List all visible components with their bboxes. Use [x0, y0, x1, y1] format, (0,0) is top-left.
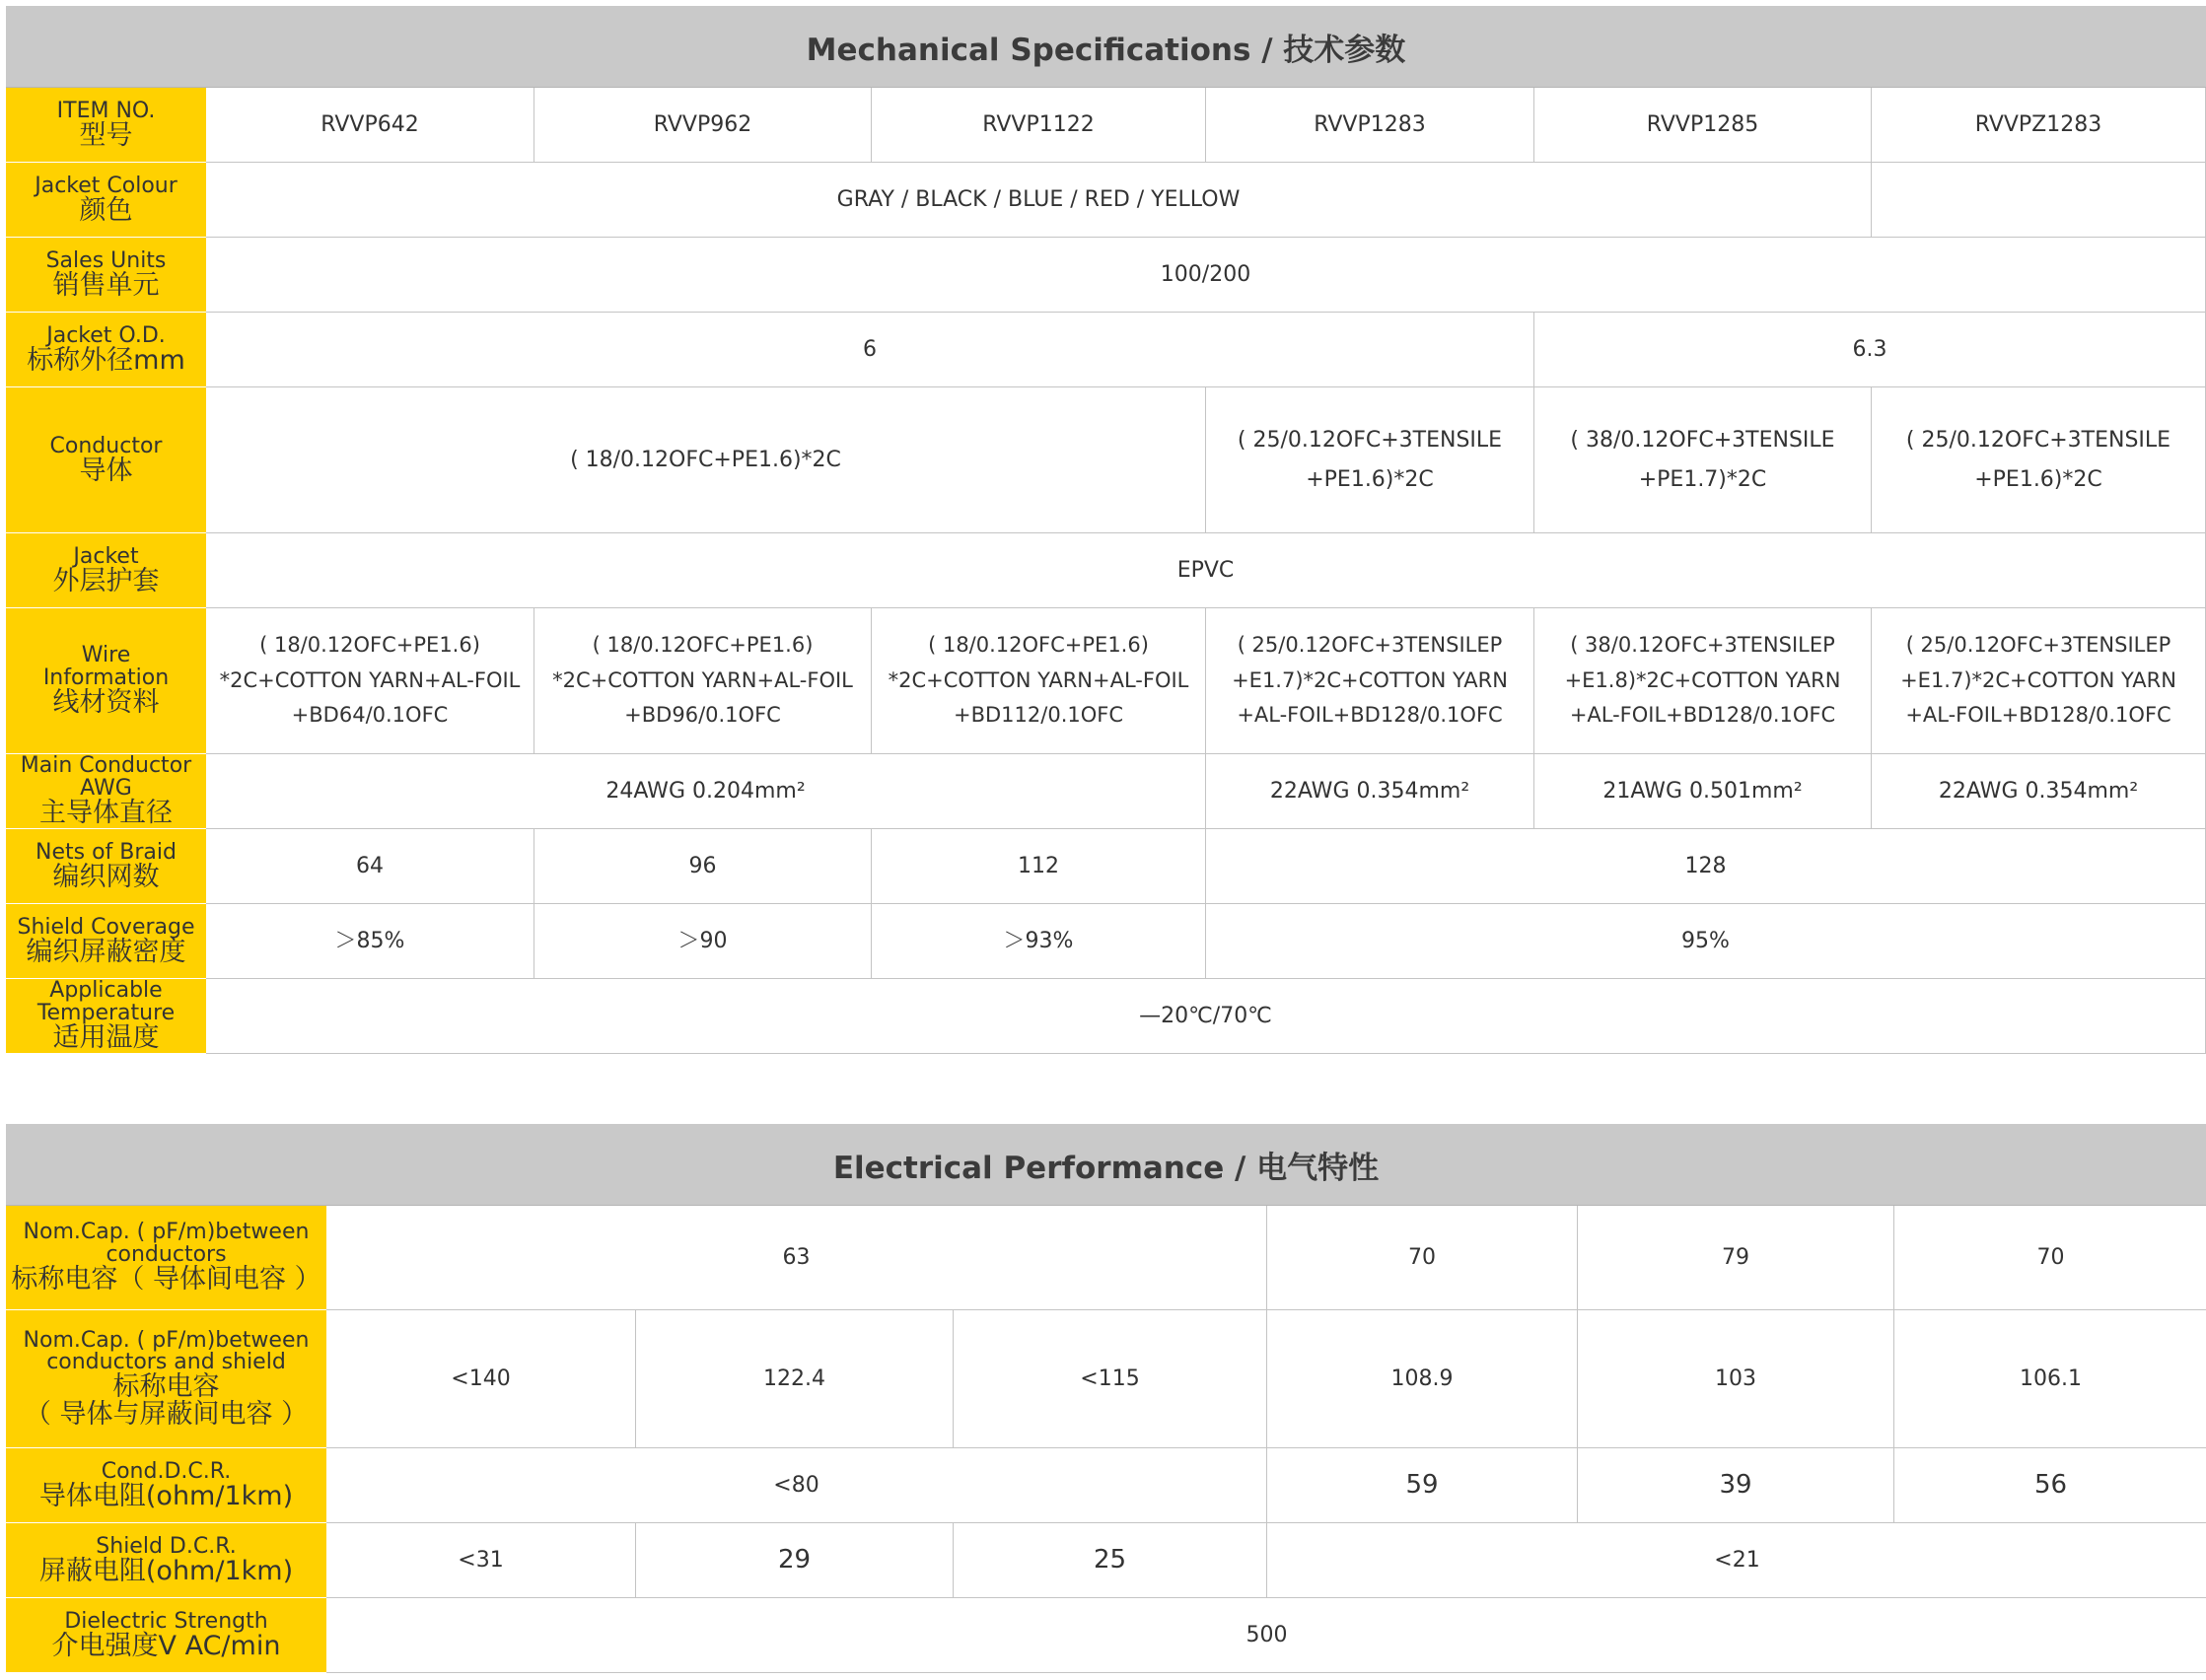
label-en: Nom.Cap. ( pF/m)between — [23, 1327, 310, 1353]
wire-info-line: *2C+COTTON YARN+AL-FOIL — [888, 667, 1189, 692]
label-en: Conductor — [49, 433, 163, 458]
model-cell: RVVPZ1283 — [1872, 88, 2206, 163]
label-en: Jacket O.D. — [46, 322, 166, 348]
wire-info-line: +AL-FOIL+BD128/0.1OFC — [1237, 703, 1503, 728]
shield-coverage-value: ＞93% — [872, 904, 1206, 979]
shield-coverage-value: 95% — [1206, 904, 2206, 979]
label-en: Nets of Braid — [36, 839, 177, 865]
shield-coverage-value: ＞85% — [206, 904, 534, 979]
empty-cell — [1872, 163, 2206, 238]
label-en: Shield D.C.R. — [96, 1533, 237, 1559]
jacket-od-value: 6.3 — [1534, 313, 2206, 387]
shield-coverage-value: ＞90 — [534, 904, 872, 979]
label-cn: 标称外径mm — [27, 344, 185, 376]
conductor-line: ( 25/0.12OFC+3TENSILE — [1905, 427, 2171, 453]
wire-info-line: +BD96/0.1OFC — [624, 703, 781, 728]
label-cn: 标称电容（ 导体间电容 ） — [11, 1264, 321, 1295]
row-label-jacket-od — [6, 313, 206, 387]
electrical-performance-title: Electrical Performance / 电气特性 — [6, 1124, 2206, 1206]
wire-info-value — [534, 608, 872, 754]
model-cell: RVVP962 — [534, 88, 872, 163]
awg-value: 24AWG 0.204mm² — [206, 754, 1206, 829]
shield-dcr-value: <21 — [1267, 1523, 2206, 1598]
conductor-line: ( 38/0.12OFC+3TENSILE — [1570, 427, 1835, 453]
conductor-value: ( 18/0.12OFC+PE1.6)*2C — [206, 387, 1206, 533]
label-cn: 介电强度V AC/min — [51, 1630, 281, 1661]
label-cn: 销售单元 — [52, 269, 160, 301]
cond-dcr-value: <80 — [326, 1448, 1267, 1523]
mechanical-specifications-table — [6, 88, 2206, 1054]
sales-units-value: 100/200 — [206, 238, 2206, 313]
label-cn: 导体电阻(ohm/1km) — [38, 1480, 294, 1511]
label-cn: 适用温度 — [52, 1022, 160, 1054]
cap-conductors-value: 63 — [326, 1206, 1267, 1310]
row-label-cap-conductors-and-shield — [6, 1310, 326, 1448]
jacket-value: EPVC — [206, 533, 2206, 608]
label-cn: 导体 — [79, 455, 133, 486]
label-cn: 标称电容 — [112, 1371, 220, 1403]
wire-info-line: +E1.7)*2C+COTTON YARN — [1232, 667, 1508, 692]
label-en: conductors — [106, 1241, 227, 1267]
label-en: Dielectric Strength — [64, 1608, 268, 1634]
wire-info-line: ( 25/0.12OFC+3TENSILEP — [1905, 632, 2171, 657]
conductor-value — [1872, 387, 2206, 533]
wire-info-value — [206, 608, 534, 754]
braid-value: 64 — [206, 829, 534, 904]
cond-dcr-value: 59 — [1267, 1448, 1578, 1523]
label-en: Shield Coverage — [17, 914, 195, 940]
electrical-performance-section — [6, 1124, 2206, 1673]
label-cn: 编织网数 — [52, 861, 160, 892]
label-en: Temperature — [36, 1000, 176, 1025]
jacket-od-value: 6 — [206, 313, 1534, 387]
label-cn: 屏蔽电阻(ohm/1km) — [38, 1555, 294, 1586]
model-cell: RVVP642 — [206, 88, 534, 163]
cap-shield-value: 108.9 — [1267, 1310, 1578, 1448]
awg-value: 22AWG 0.354mm² — [1872, 754, 2206, 829]
wire-info-line: +BD112/0.1OFC — [954, 703, 1123, 728]
wire-info-line: ( 38/0.12OFC+3TENSILEP — [1570, 632, 1835, 657]
braid-value: 128 — [1206, 829, 2206, 904]
model-cell: RVVP1283 — [1206, 88, 1534, 163]
row-label-jacket — [6, 533, 206, 608]
label-cn: 颜色 — [79, 194, 133, 226]
row-label-jacket-colour — [6, 163, 206, 238]
row-label-main-conductor-awg — [6, 754, 206, 829]
wire-info-value — [872, 608, 1206, 754]
wire-info-line: *2C+COTTON YARN+AL-FOIL — [219, 667, 521, 692]
jacket-colour-value: GRAY / BLACK / BLUE / RED / YELLOW — [206, 163, 1872, 238]
wire-info-line: ( 18/0.12OFC+PE1.6) — [928, 632, 1149, 657]
row-label-cap-between-conductors — [6, 1206, 326, 1310]
row-label-item-no — [6, 88, 206, 163]
conductor-line: +PE1.7)*2C — [1638, 466, 1767, 492]
row-label-sales-units — [6, 238, 206, 313]
label-en: Applicable — [49, 978, 163, 1004]
cap-shield-value: <140 — [326, 1310, 636, 1448]
awg-value: 22AWG 0.354mm² — [1206, 754, 1534, 829]
row-label-shield-coverage — [6, 904, 206, 979]
conductor-line: +PE1.6)*2C — [1306, 466, 1434, 492]
wire-info-line: +E1.8)*2C+COTTON YARN — [1564, 667, 1841, 692]
cap-shield-value: 122.4 — [636, 1310, 954, 1448]
shield-dcr-value: <31 — [326, 1523, 636, 1598]
row-label-conductor — [6, 387, 206, 533]
braid-value: 96 — [534, 829, 872, 904]
wire-info-line: ( 18/0.12OFC+PE1.6) — [259, 632, 480, 657]
conductor-value — [1206, 387, 1534, 533]
conductor-line: ( 25/0.12OFC+3TENSILE — [1237, 427, 1503, 453]
label-cn: （ 导体与屏蔽间电容 ） — [24, 1398, 309, 1430]
cap-shield-value: 103 — [1578, 1310, 1894, 1448]
label-en: AWG — [80, 775, 132, 801]
wire-info-value — [1534, 608, 1872, 754]
label-en: Information — [42, 665, 170, 690]
wire-info-line: +AL-FOIL+BD128/0.1OFC — [1905, 703, 2171, 728]
conductor-value — [1534, 387, 1872, 533]
cond-dcr-value: 39 — [1578, 1448, 1894, 1523]
awg-value: 21AWG 0.501mm² — [1534, 754, 1872, 829]
label-en: Sales Units — [45, 247, 167, 273]
temperature-value: —20℃/70℃ — [206, 979, 2206, 1054]
wire-info-line: *2C+COTTON YARN+AL-FOIL — [552, 667, 853, 692]
wire-info-value — [1206, 608, 1534, 754]
dielectric-value: 500 — [326, 1598, 2206, 1673]
row-label-dielectric-strength — [6, 1598, 326, 1673]
label-cn: 编织屏蔽密度 — [26, 936, 186, 967]
cap-conductors-value: 70 — [1267, 1206, 1578, 1310]
label-en: Cond.D.C.R. — [101, 1458, 232, 1484]
label-en: Main Conductor — [20, 753, 192, 779]
label-cn: 型号 — [79, 119, 133, 151]
mechanical-specifications-title: Mechanical Specifications / 技术参数 — [6, 6, 2206, 88]
model-cell: RVVP1285 — [1534, 88, 1872, 163]
wire-info-line: +E1.7)*2C+COTTON YARN — [1900, 667, 2176, 692]
cap-shield-value: 106.1 — [1894, 1310, 2206, 1448]
label-cn: 外层护套 — [52, 565, 160, 596]
wire-info-line: ( 25/0.12OFC+3TENSILEP — [1237, 632, 1503, 657]
label-cn: 主导体直径 — [39, 798, 173, 829]
electrical-performance-table — [6, 1206, 2206, 1673]
label-en: Wire — [81, 643, 131, 668]
label-en: Nom.Cap. ( pF/m)between — [23, 1220, 310, 1245]
shield-dcr-value: 25 — [954, 1523, 1267, 1598]
row-label-nets-of-braid — [6, 829, 206, 904]
row-label-wire-information — [6, 608, 206, 754]
wire-info-value — [1872, 608, 2206, 754]
wire-info-line: +BD64/0.1OFC — [291, 703, 449, 728]
shield-dcr-value: 29 — [636, 1523, 954, 1598]
braid-value: 112 — [872, 829, 1206, 904]
label-cn: 线材资料 — [52, 687, 160, 719]
label-en: conductors and shield — [46, 1349, 286, 1374]
row-label-cond-dcr — [6, 1448, 326, 1523]
mechanical-specifications-section — [6, 6, 2206, 1054]
model-cell: RVVP1122 — [872, 88, 1206, 163]
row-label-applicable-temperature — [6, 979, 206, 1054]
wire-info-line: +AL-FOIL+BD128/0.1OFC — [1569, 703, 1836, 728]
cond-dcr-value: 56 — [1894, 1448, 2206, 1523]
cap-shield-value: <115 — [954, 1310, 1267, 1448]
wire-info-line: ( 18/0.12OFC+PE1.6) — [592, 632, 814, 657]
cap-conductors-value: 70 — [1894, 1206, 2206, 1310]
cap-conductors-value: 79 — [1578, 1206, 1894, 1310]
label-en: Jacket Colour — [35, 173, 178, 198]
row-label-shield-dcr — [6, 1523, 326, 1598]
label-en: ITEM NO. — [56, 98, 156, 123]
label-en: Jacket — [73, 543, 139, 569]
conductor-line: +PE1.6)*2C — [1974, 466, 2102, 492]
